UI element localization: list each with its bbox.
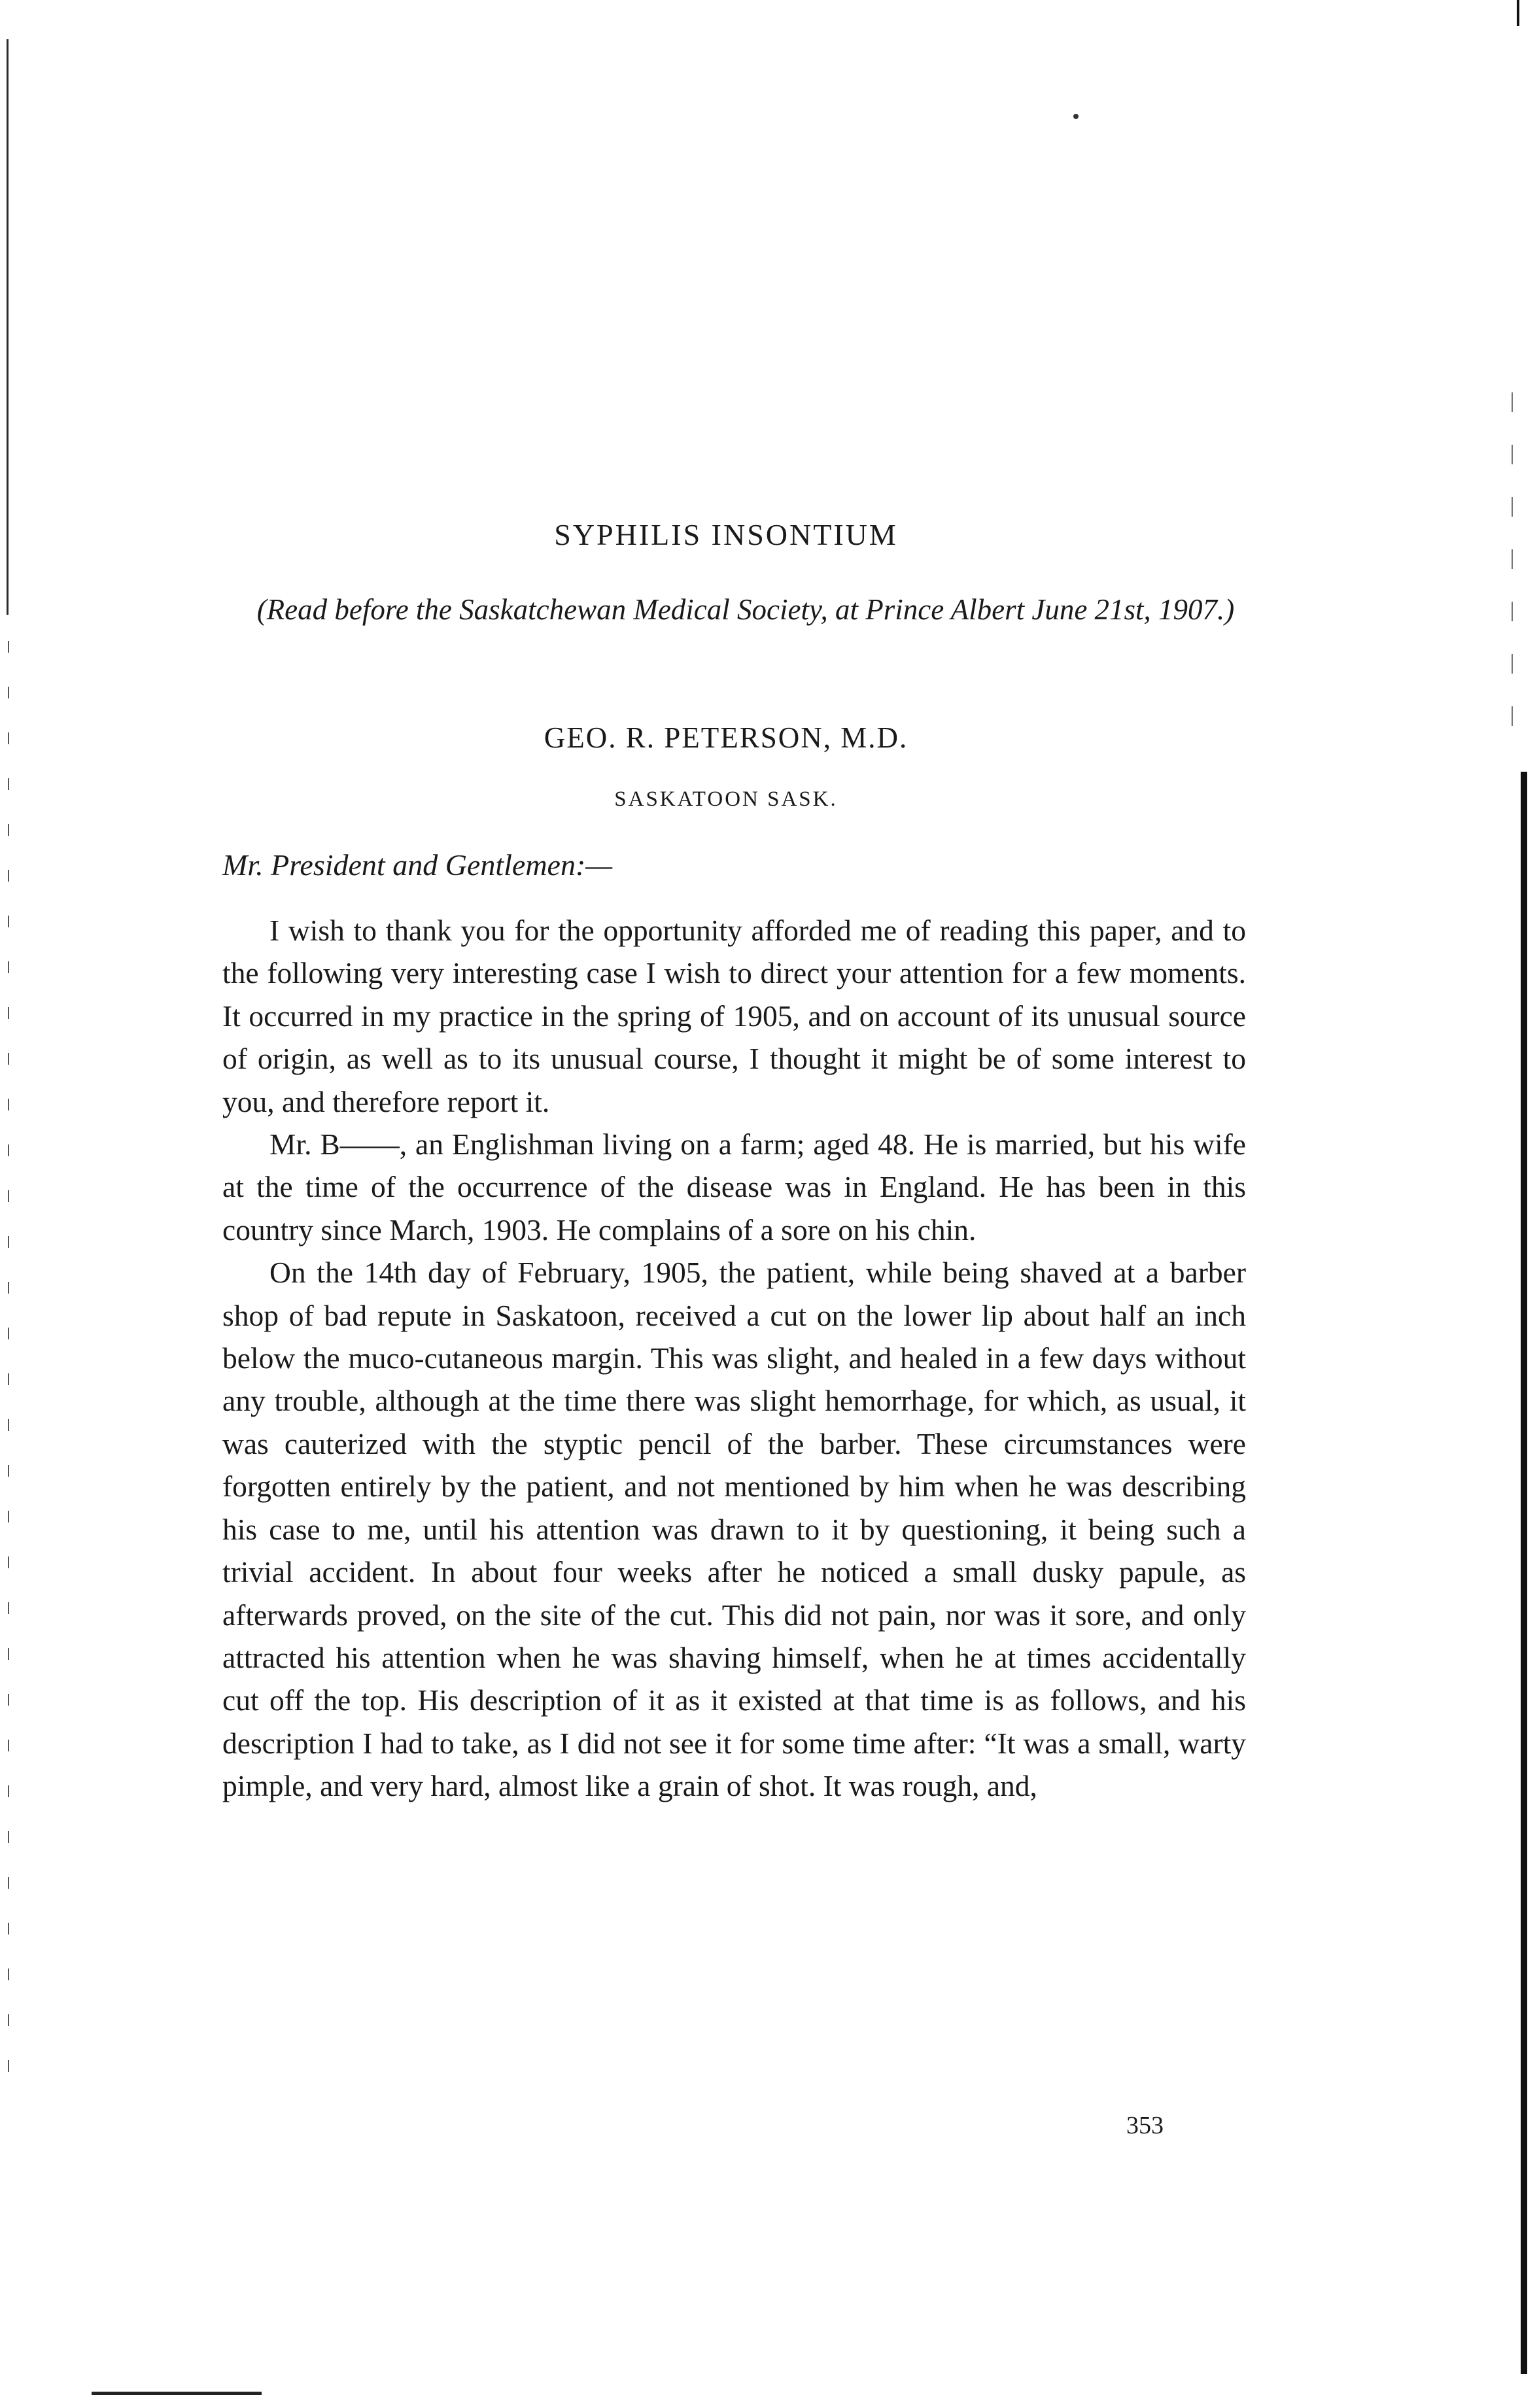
article-title: SYPHILIS INSONTIUM: [554, 518, 898, 551]
scan-edge-right-thin: [1512, 392, 1513, 759]
author-location: SASKATOON SASK.: [614, 787, 838, 811]
salutation: Mr. President and Gentlemen:—: [222, 848, 613, 882]
scan-edge-bottom: [92, 2392, 262, 2395]
paragraph: I wish to thank you for the opportunity afforded me of reading this paper, and to the following very interesting case I wish to direct your attention for a few moments. It occurred in my practice in the spring of 1905, and on account of its unusual source of origin, as well as to its unusual course, I thought it might be of some interest to you, and therefore report it.: [222, 914, 1246, 1118]
article-subtitle: (Read before the Saskatchewan Medical Society, at Prince Albert June 21st, 1907.): [256, 593, 1235, 626]
scan-edge-right-top: [1517, 0, 1519, 26]
paragraph: Mr. B——, an Englishman living on a farm; aged 48. He is married, but his wife at the time of the occurrence of the disease was in England. He has been in this country since March, 1903. He complains of a sore on his chin.: [222, 1127, 1246, 1247]
article-author: GEO. R. PETERSON, M.D.: [544, 721, 908, 754]
paragraph: On the 14th day of February, 1905, the patient, while being shaved at a barber shop of bad repute in Saskatoon, received a cut on the lower lip about half an inch below the muco-cutaneous margin. This was slight, and healed in a few days without any trouble, although at the time there was slight hemorrhage, for which, as usual, it was cauterized with the styptic pencil of the barber. These circumstances were forgotten entirely by the patient, and not mentioned by him when he was describing his case to me, until his attention was drawn to it by questioning, it being such a trivial accident. In about four weeks after he noticed a small dusky papule, as afterwards proved, on the site of the cut. This did not pain, nor was it sore, and only attracted his attention when he was shaving himself, when he at times accidentally cut off the top. His description of it as it existed at that time is as follows, and his description I had to take, as I did not see it for some time after: “It was a small, warty pimple, and very hard, almost like a grain of shot. It was rough, and,: [222, 1256, 1246, 1803]
scan-edge-left-dashes: [8, 641, 9, 2080]
article-body: [222, 909, 1246, 1808]
scan-speck: [1073, 114, 1079, 119]
page-number: 353: [1126, 2112, 1164, 2139]
scan-edge-right: [1521, 772, 1527, 2374]
